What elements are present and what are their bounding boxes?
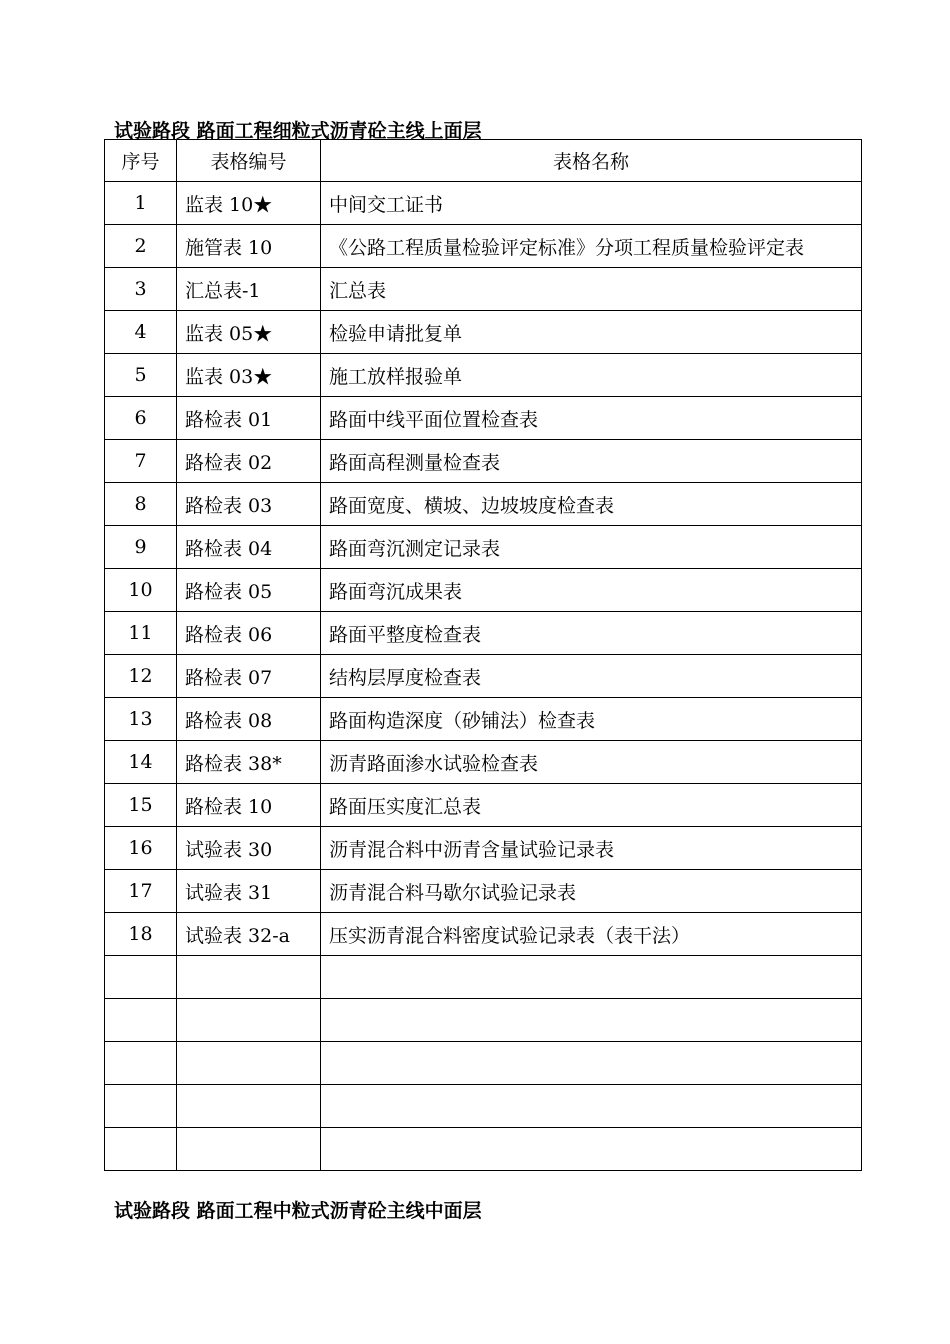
- cell-name: 路面宽度、横坡、边坡坡度检查表: [321, 483, 862, 526]
- table-row: [105, 999, 862, 1042]
- cell-code: [177, 1085, 321, 1128]
- cell-name: 路面压实度汇总表: [321, 784, 862, 827]
- cell-no: 6: [105, 397, 177, 440]
- table-header-row: [105, 140, 862, 182]
- cell-code: [177, 1042, 321, 1085]
- table-row: [105, 1085, 862, 1128]
- table-row: [105, 612, 862, 655]
- table-row: [105, 655, 862, 698]
- cell-code: 路检表 08: [177, 698, 321, 741]
- table-row: [105, 569, 862, 612]
- cell-name: 施工放样报验单: [321, 354, 862, 397]
- table-row: [105, 784, 862, 827]
- table-row: [105, 182, 862, 225]
- cell-name: 路面弯沉成果表: [321, 569, 862, 612]
- cell-no: 16: [105, 827, 177, 870]
- table-row: [105, 354, 862, 397]
- cell-name: 沥青混合料中沥青含量试验记录表: [321, 827, 862, 870]
- cell-no: 11: [105, 612, 177, 655]
- cell-code: 路检表 05: [177, 569, 321, 612]
- table-row: [105, 311, 862, 354]
- cell-no: [105, 999, 177, 1042]
- cell-name: [321, 1085, 862, 1128]
- cell-code: 监表 05★: [177, 311, 321, 354]
- cell-no: 18: [105, 913, 177, 956]
- cell-name: 《公路工程质量检验评定标准》分项工程质量检验评定表: [321, 225, 862, 268]
- cell-code: 路检表 03: [177, 483, 321, 526]
- table-row: [105, 913, 862, 956]
- cell-code: [177, 999, 321, 1042]
- table-row: [105, 956, 862, 999]
- cell-code: 汇总表-1: [177, 268, 321, 311]
- cell-no: 7: [105, 440, 177, 483]
- cell-no: 14: [105, 741, 177, 784]
- cell-code: 路检表 01: [177, 397, 321, 440]
- cell-name: [321, 999, 862, 1042]
- cell-name: [321, 1042, 862, 1085]
- cell-name: 路面弯沉测定记录表: [321, 526, 862, 569]
- cell-code: [177, 1128, 321, 1171]
- cell-code: 试验表 30: [177, 827, 321, 870]
- cell-code: 监表 10★: [177, 182, 321, 225]
- table-row: [105, 483, 862, 526]
- cell-name: [321, 1128, 862, 1171]
- cell-code: [177, 956, 321, 999]
- table-row: [105, 225, 862, 268]
- cell-no: [105, 1085, 177, 1128]
- cell-name: 路面高程测量检查表: [321, 440, 862, 483]
- section-heading-middle-layer: 试验路段 路面工程中粒式沥青砼主线中面层: [114, 1200, 482, 1222]
- col-header-code: 表格编号: [177, 140, 321, 182]
- cell-code: 路检表 02: [177, 440, 321, 483]
- cell-no: 10: [105, 569, 177, 612]
- cell-code: 路检表 07: [177, 655, 321, 698]
- cell-code: 路检表 06: [177, 612, 321, 655]
- table-row: [105, 827, 862, 870]
- cell-no: [105, 956, 177, 999]
- col-header-no: 序号: [105, 140, 177, 182]
- table-row: [105, 526, 862, 569]
- cell-name: 压实沥青混合料密度试验记录表（表干法）: [321, 913, 862, 956]
- cell-no: 13: [105, 698, 177, 741]
- cell-no: 4: [105, 311, 177, 354]
- cell-no: 8: [105, 483, 177, 526]
- cell-no: 3: [105, 268, 177, 311]
- cell-code: 路检表 38*: [177, 741, 321, 784]
- cell-no: 1: [105, 182, 177, 225]
- cell-name: 汇总表: [321, 268, 862, 311]
- cell-name: 中间交工证书: [321, 182, 862, 225]
- table-row: [105, 698, 862, 741]
- cell-name: 沥青混合料马歇尔试验记录表: [321, 870, 862, 913]
- col-header-name: 表格名称: [321, 140, 862, 182]
- cell-code: 施管表 10: [177, 225, 321, 268]
- cell-code: 试验表 31: [177, 870, 321, 913]
- cell-code: 试验表 32-a: [177, 913, 321, 956]
- cell-name: 沥青路面渗水试验检查表: [321, 741, 862, 784]
- section-heading-top-layer: 试验路段 路面工程细粒式沥青砼主线上面层: [114, 120, 482, 142]
- cell-name: 检验申请批复单: [321, 311, 862, 354]
- cell-code: 路检表 04: [177, 526, 321, 569]
- cell-name: 路面平整度检查表: [321, 612, 862, 655]
- cell-no: [105, 1042, 177, 1085]
- table-row: [105, 741, 862, 784]
- cell-no: 2: [105, 225, 177, 268]
- table-row: [105, 397, 862, 440]
- cell-name: [321, 956, 862, 999]
- table-row: [105, 870, 862, 913]
- cell-code: 路检表 10: [177, 784, 321, 827]
- cell-name: 结构层厚度检查表: [321, 655, 862, 698]
- cell-code: 监表 03★: [177, 354, 321, 397]
- cell-no: [105, 1128, 177, 1171]
- cell-no: 5: [105, 354, 177, 397]
- cell-no: 15: [105, 784, 177, 827]
- table-row: [105, 268, 862, 311]
- forms-table: [104, 139, 862, 1171]
- cell-name: 路面构造深度（砂铺法）检查表: [321, 698, 862, 741]
- cell-no: 9: [105, 526, 177, 569]
- cell-name: 路面中线平面位置检查表: [321, 397, 862, 440]
- table-row: [105, 1128, 862, 1171]
- cell-no: 17: [105, 870, 177, 913]
- cell-no: 12: [105, 655, 177, 698]
- table-row: [105, 1042, 862, 1085]
- table-row: [105, 440, 862, 483]
